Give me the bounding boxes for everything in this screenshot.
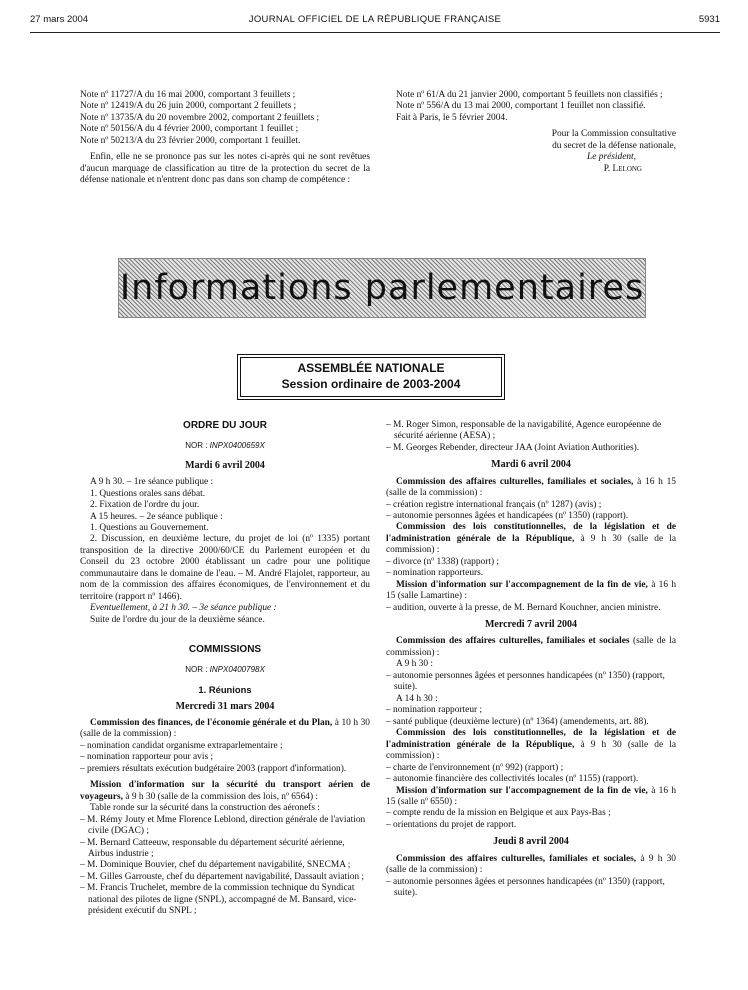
top-right-column (386, 90, 676, 175)
signature-line: du secret de la défense nationale, (552, 140, 676, 151)
list-item: – création registre international français (nº 1287) (avis) ; (386, 500, 676, 511)
commission-name: Commission des affaires culturelles, familiales et sociales, (396, 853, 637, 864)
enfin-paragraph: Enfin, elle ne se prononce pas sur les notes ci-après qui ne sont revêtues d'aucun marquage de classification au titre de la protection du secret de la défense nationale et n'entrent donc pas dans son champ de compétence : (80, 152, 370, 186)
fait-a-paris: Fait à Paris, le 5 février 2004. (396, 112, 508, 123)
right-column (386, 420, 676, 899)
list-item: – orientations du projet de rapport. (386, 820, 676, 831)
header-rule (30, 32, 720, 33)
list-item: – M. Georges Rebender, directeur JAA (Joint Aviation Authorities). (386, 443, 676, 454)
commission-entry (386, 580, 676, 603)
commission-name: Mission d'information sur l'accompagnement de la fin de vie, (396, 579, 648, 590)
signature-line: Pour la Commission consultative (551, 129, 676, 140)
list-item: – M. Roger Simon, responsable de la navigabilité, Agence européenne de sécurité aérienne (AESA) ; (386, 420, 676, 443)
seance-line: A 9 h 30. – 1re séance publique : (90, 477, 214, 488)
list-item: – nomination rapporteur pour avis ; (80, 752, 370, 763)
commission-entry (80, 718, 370, 741)
table-ronde: Table ronde sur la sécurité dans la construction des aéronefs : (90, 803, 320, 814)
commission-time: à 9 h 30 (salle de la commission des lois, nº 6564) : (125, 791, 319, 802)
agenda-item: 2. Discussion, en deuxième lecture, du projet de loi (nº 1335) portant transposition de la directive 2000/60/CE du Parlement européen et du Conseil du 23 octobre 2000 établissant un cadre pour une politique communautaire dans le domaine de l'eau. – M. André Flajolet, rapporteur, au nom de la commission des affaires économiques, de l'environnement et du territoire (rapport nº 1466). (80, 534, 370, 602)
list-item: – autonomie personnes âgées et personnes handicapées (nº 1350) (rapport, suite). (386, 671, 676, 694)
commission-entry (386, 786, 676, 809)
list-item: – M. Gilles Garrouste, chef du département navigabilité, Dassault aviation ; (80, 872, 370, 883)
commission-entry (386, 522, 676, 556)
list-item: – autonomie financière des collectivités locales (nº 1155) (rapport). (386, 774, 676, 785)
time-line: A 14 h 30 : (396, 693, 438, 704)
assembly-box (240, 357, 502, 397)
top-left-column (80, 90, 370, 187)
commission-time: à 10 h 30 (salle de la commission) : (80, 717, 370, 740)
list-item: – santé publique (deuxième lecture) (nº 1364) (amendements, art. 88). (386, 717, 676, 728)
agenda-item: Suite de l'ordre du jour de la deuxième séance. (90, 614, 265, 625)
journal-title: JOURNAL OFFICIEL DE LA RÉPUBLIQUE FRANÇAISE (248, 14, 502, 25)
page-number: 5931 (698, 14, 720, 25)
list-item: – nomination candidat organisme extraparlementaire ; (80, 741, 370, 752)
nor-reference (80, 441, 370, 451)
commission-name: Commission des affaires culturelles, familiales et sociales, (396, 476, 634, 487)
list-item: – M. Bernard Catteeuw, responsable du département sécurité aérienne, Airbus industrie ; (80, 838, 370, 861)
left-column (80, 420, 370, 918)
commission-time: à 9 h 30 (salle de la commission) : (386, 853, 676, 876)
list-item: – nomination rapporteur ; (386, 705, 676, 716)
commission-time: à 9 h 30 (salle de la commission) : (386, 533, 677, 556)
commission-time: (salle de la commission) : (386, 636, 677, 658)
list-item: – M. Francis Truchelet, membre de la commission technique du Syndicat national des pilotes de ligne (SNPL), accompagné de M. Bansard, vice-président exécutif du SNPL ; (80, 883, 370, 917)
subsection-heading: 1. Réunions (198, 684, 252, 696)
time-line: A 9 h 30 : (396, 659, 433, 670)
commission-time: à 16 h 15 (salle de la commission) : (386, 476, 676, 499)
list-item: – compte rendu de la mission en Belgique et aux Pays-Bas ; (386, 808, 676, 819)
list-item: – premiers résultats exécution budgétaire 2003 (rapport d'information). (80, 764, 370, 775)
commission-entry (386, 636, 676, 659)
note-line: Note nº 12419/A du 26 juin 2000, comportant 2 feuillets ; (80, 101, 297, 112)
signature-title: Le président, (587, 152, 636, 163)
list-item: – M. Dominique Bouvier, chef du département navigabilité, SNECMA ; (80, 860, 370, 871)
header-date: 27 mars 2004 (30, 14, 89, 25)
commission-time: à 9 h 30 (salle de la commission) : (386, 739, 677, 762)
date-heading: Mardi 6 avril 2004 (491, 459, 571, 471)
banner-title: Informations parlementaires (119, 268, 645, 308)
list-item: – autonomie personnes âgées et handicapées (nº 1350) (rapport). (386, 511, 676, 522)
agenda-item: 1. Questions au Gouvernement. (90, 523, 209, 533)
signature-name: P. Lelong (603, 163, 642, 174)
date-heading: Mercredi 7 avril 2004 (484, 619, 578, 631)
date-heading: Mercredi 31 mars 2004 (175, 700, 275, 712)
note-line: Note nº 11727/A du 16 mai 2000, comportant 3 feuillets ; (80, 90, 296, 100)
section-banner (118, 258, 646, 318)
commission-entry (386, 477, 676, 500)
list-item: – charte de l'environnement (nº 992) (rapport) ; (386, 763, 676, 774)
nor-reference (80, 665, 370, 675)
commission-name: Commission des lois constitutionnelles, de la législation et de l'administration générale de la République, (386, 728, 676, 750)
nor-code: INPX0400798X (209, 665, 265, 675)
commission-name: Commission des affaires culturelles, familiales et sociales (396, 636, 630, 647)
nor-label: NOR : (185, 441, 208, 451)
commission-name: Mission d'information sur l'accompagnement de la fin de vie, (396, 785, 648, 796)
agenda-item: 1. Questions orales sans débat. (90, 488, 206, 499)
assembly-name: ASSEMBLÉE NATIONALE (297, 361, 445, 375)
commission-entry (386, 728, 676, 762)
commission-time: à 16 h 15 (salle Lamartine) : (386, 579, 677, 602)
commission-name: Commission des lois constitutionnelles, de la législation et de l'administration générale de la République, (386, 522, 676, 544)
note-line: Note nº 556/A du 13 mai 2000, comportant 1 feuillet non classifié. (396, 101, 646, 112)
seance-line: Eventuellement, à 21 h 30. – 3e séance publique : (90, 603, 277, 614)
commission-entry (80, 780, 370, 803)
commissions-heading: COMMISSIONS (188, 644, 262, 656)
note-line: Note nº 61/A du 21 janvier 2000, comportant 5 feuillets non classifiés ; (396, 90, 663, 100)
date-heading: Jeudi 8 avril 2004 (493, 836, 569, 848)
note-line: Note nº 13735/A du 20 novembre 2002, comportant 2 feuillets ; (80, 112, 320, 123)
list-item: – divorce (nº 1338) (rapport) ; (386, 557, 676, 568)
agenda-item: 2. Fixation de l'ordre du jour. (90, 500, 200, 511)
ordre-du-jour-heading: ORDRE DU JOUR (183, 420, 267, 431)
commission-entry (386, 854, 676, 877)
list-item: – M. Rémy Jouty et Mme Florence Leblond, direction générale de l'aviation civile (DGAC) ; (80, 815, 370, 838)
note-line: Note nº 50213/A du 23 février 2000, comportant 1 feuillet. (80, 135, 301, 146)
commission-name: Commission des finances, de l'économie générale et du Plan, (90, 717, 333, 728)
commission-time: à 16 h 15 (salle nº 6550) : (386, 785, 677, 807)
note-line: Note nº 50156/A du 4 février 2000, comportant 1 feuillet ; (80, 124, 299, 135)
commission-name: Mission d'information sur la sécurité du transport aérien de voyageurs, (80, 780, 370, 802)
session-name: Session ordinaire de 2003-2004 (281, 376, 461, 391)
date-heading: Mardi 6 avril 2004 (185, 459, 265, 471)
list-item: – audition, ouverte à la presse, de M. Bernard Kouchner, ancien ministre. (386, 603, 676, 614)
list-item: – nomination rapporteurs. (386, 568, 676, 579)
nor-label: NOR : (185, 665, 208, 675)
list-item: – autonomie personnes âgées et personnes handicapées (nº 1350) (rapport, suite). (386, 877, 676, 900)
nor-code: INPX0400659X (209, 441, 265, 451)
seance-line: A 15 heures. – 2e séance publique : (90, 511, 223, 522)
page-header (30, 14, 720, 28)
